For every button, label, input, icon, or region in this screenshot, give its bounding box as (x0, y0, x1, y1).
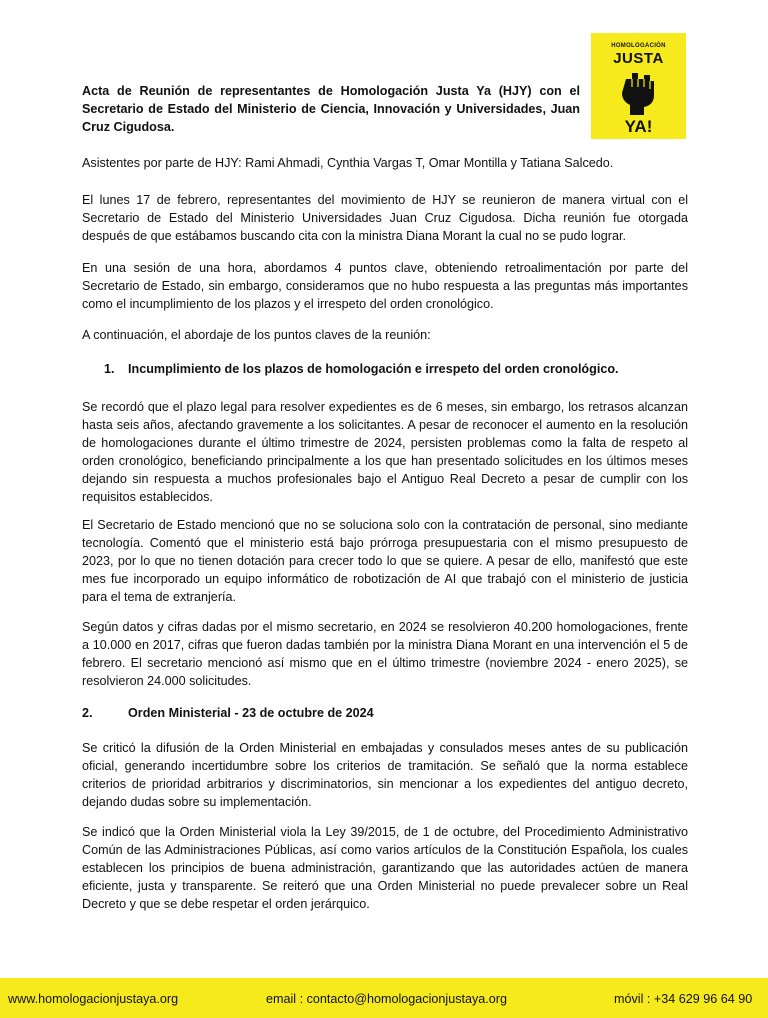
section-1-number: 1. (104, 362, 115, 376)
footer-bar (0, 978, 768, 1018)
paragraph-figures: Según datos y cifras dadas por el mismo secretario, en 2024 se resolvieron 40.200 homologaciones, frente a 10.000 en 2017, cifras que fueron dadas también por la ministra Diana Morant en una intervención el 5 de febrero. El secretario mencionó así mismo que en el último trimestre (noviembre 2024 - enero 2025), se resolvieron 24.000 solicitudes. (82, 620, 688, 688)
logo-main-text: JUSTA (613, 50, 664, 67)
paragraph-ministerial-order: Se criticó la difusión de la Orden Ministerial en embajadas y consulados meses antes de su publicación oficial, generando incertidumbre sobre los criterios de tramitación. Se señaló que la norma establece criterios de prioridad arbitrarios y discriminatorios, sin mencionar a los expedientes del antiguo decreto, dejando dudas sobre su implementación. (82, 741, 688, 809)
paragraph-meeting-intro: El lunes 17 de febrero, representantes del movimiento de HJY se reunieron de manera virtual con el Secretario de Estado del Ministerio Universidades Juan Cruz Cigudosa. Dicha reunión fue otorgada después de que estábamos buscando cita con la ministra Diana Morant la cual no se pudo lograr. (82, 193, 688, 243)
paragraph-deadlines: Se recordó que el plazo legal para resolver expedientes es de 6 meses, sin embargo, los retrasos alcanzan hasta seis años, afectando gravemente a los solicitantes. A pesar de reconocer el aumento en la resolución de homologaciones durante el último trimestre de 2024, persisten problemas como la falta de respeto al orden cronológico, beneficiando principalmente a los que han presentado solicitudes en los últimos meses dejando sin respuesta a muchos profesionales bajo el Antiguo Real Decreto a pesar de cumplir con los requisitos establecidos. (82, 400, 688, 504)
section-2-heading: Orden Ministerial - 23 de octubre de 2024 (128, 706, 374, 720)
logo-bottom-text: YA! (624, 117, 653, 136)
paragraph-session: En una sesión de una hora, abordamos 4 puntos clave, obteniendo retroalimentación por parte del Secretario de Estado, sin embargo, consideramos que no hubo respuesta a las preguntas más importantes como el incumplimiento de los plazos y el irrespeto del orden cronológico. (82, 261, 688, 311)
logo (591, 33, 686, 139)
logo-top-text: HOMOLOGACIÓN (611, 43, 666, 49)
paragraph-technology: El Secretario de Estado mencionó que no se soluciona solo con la contratación de personal, sino mediante tecnología. Comentó que el ministerio está bajo prórroga presupuestaria con el mismo presupuesto de 2023, por lo que no tienen dotación para crecer todo lo que se quiere. A pesar de ello, manifestó que este mes fue incorporado un equipo informático de robotización de AI que trabajó con el ministerio de justicia para el tema de extranjería. (82, 518, 688, 604)
document-title: Acta de Reunión de representantes de Homologación Justa Ya (HJY) con el Secretario de Estado del Ministerio de Ciencia, Innovación y Universidades, Juan Cruz Cigudosa. (82, 84, 580, 134)
attendees-paragraph: Asistentes por parte de HJY: Rami Ahmadi, Cynthia Vargas T, Omar Montilla y Tatiana Salcedo. (82, 156, 614, 170)
footer-website-link[interactable]: www.homologacionjustaya.org (8, 992, 179, 1006)
footer-phone: móvil : +34 629 96 64 90 (614, 992, 753, 1006)
paragraph-key-points: A continuación, el abordaje de los puntos claves de la reunión: (82, 328, 431, 342)
section-1-heading: Incumplimiento de los plazos de homologación e irrespeto del orden cronológico. (128, 362, 619, 376)
paragraph-legal-violation: Se indicó que la Orden Ministerial viola la Ley 39/2015, de 1 de octubre, del Procedimiento Administrativo Común de las Administraciones Públicas, así como varios artículos de la Constitución Española, los cuales establecen los principios de buena administración, garantizando que las autoridades actúen de manera eficiente, justa y transparente. Se reiteró que una Orden Ministerial no puede prevalecer sobre un Real Decreto y que se debe respetar el orden jerárquico. (82, 825, 688, 911)
raised-fist-icon (618, 69, 660, 115)
footer-email[interactable]: email : contacto@homologacionjustaya.org (266, 992, 508, 1006)
section-2-number: 2. (82, 706, 93, 720)
